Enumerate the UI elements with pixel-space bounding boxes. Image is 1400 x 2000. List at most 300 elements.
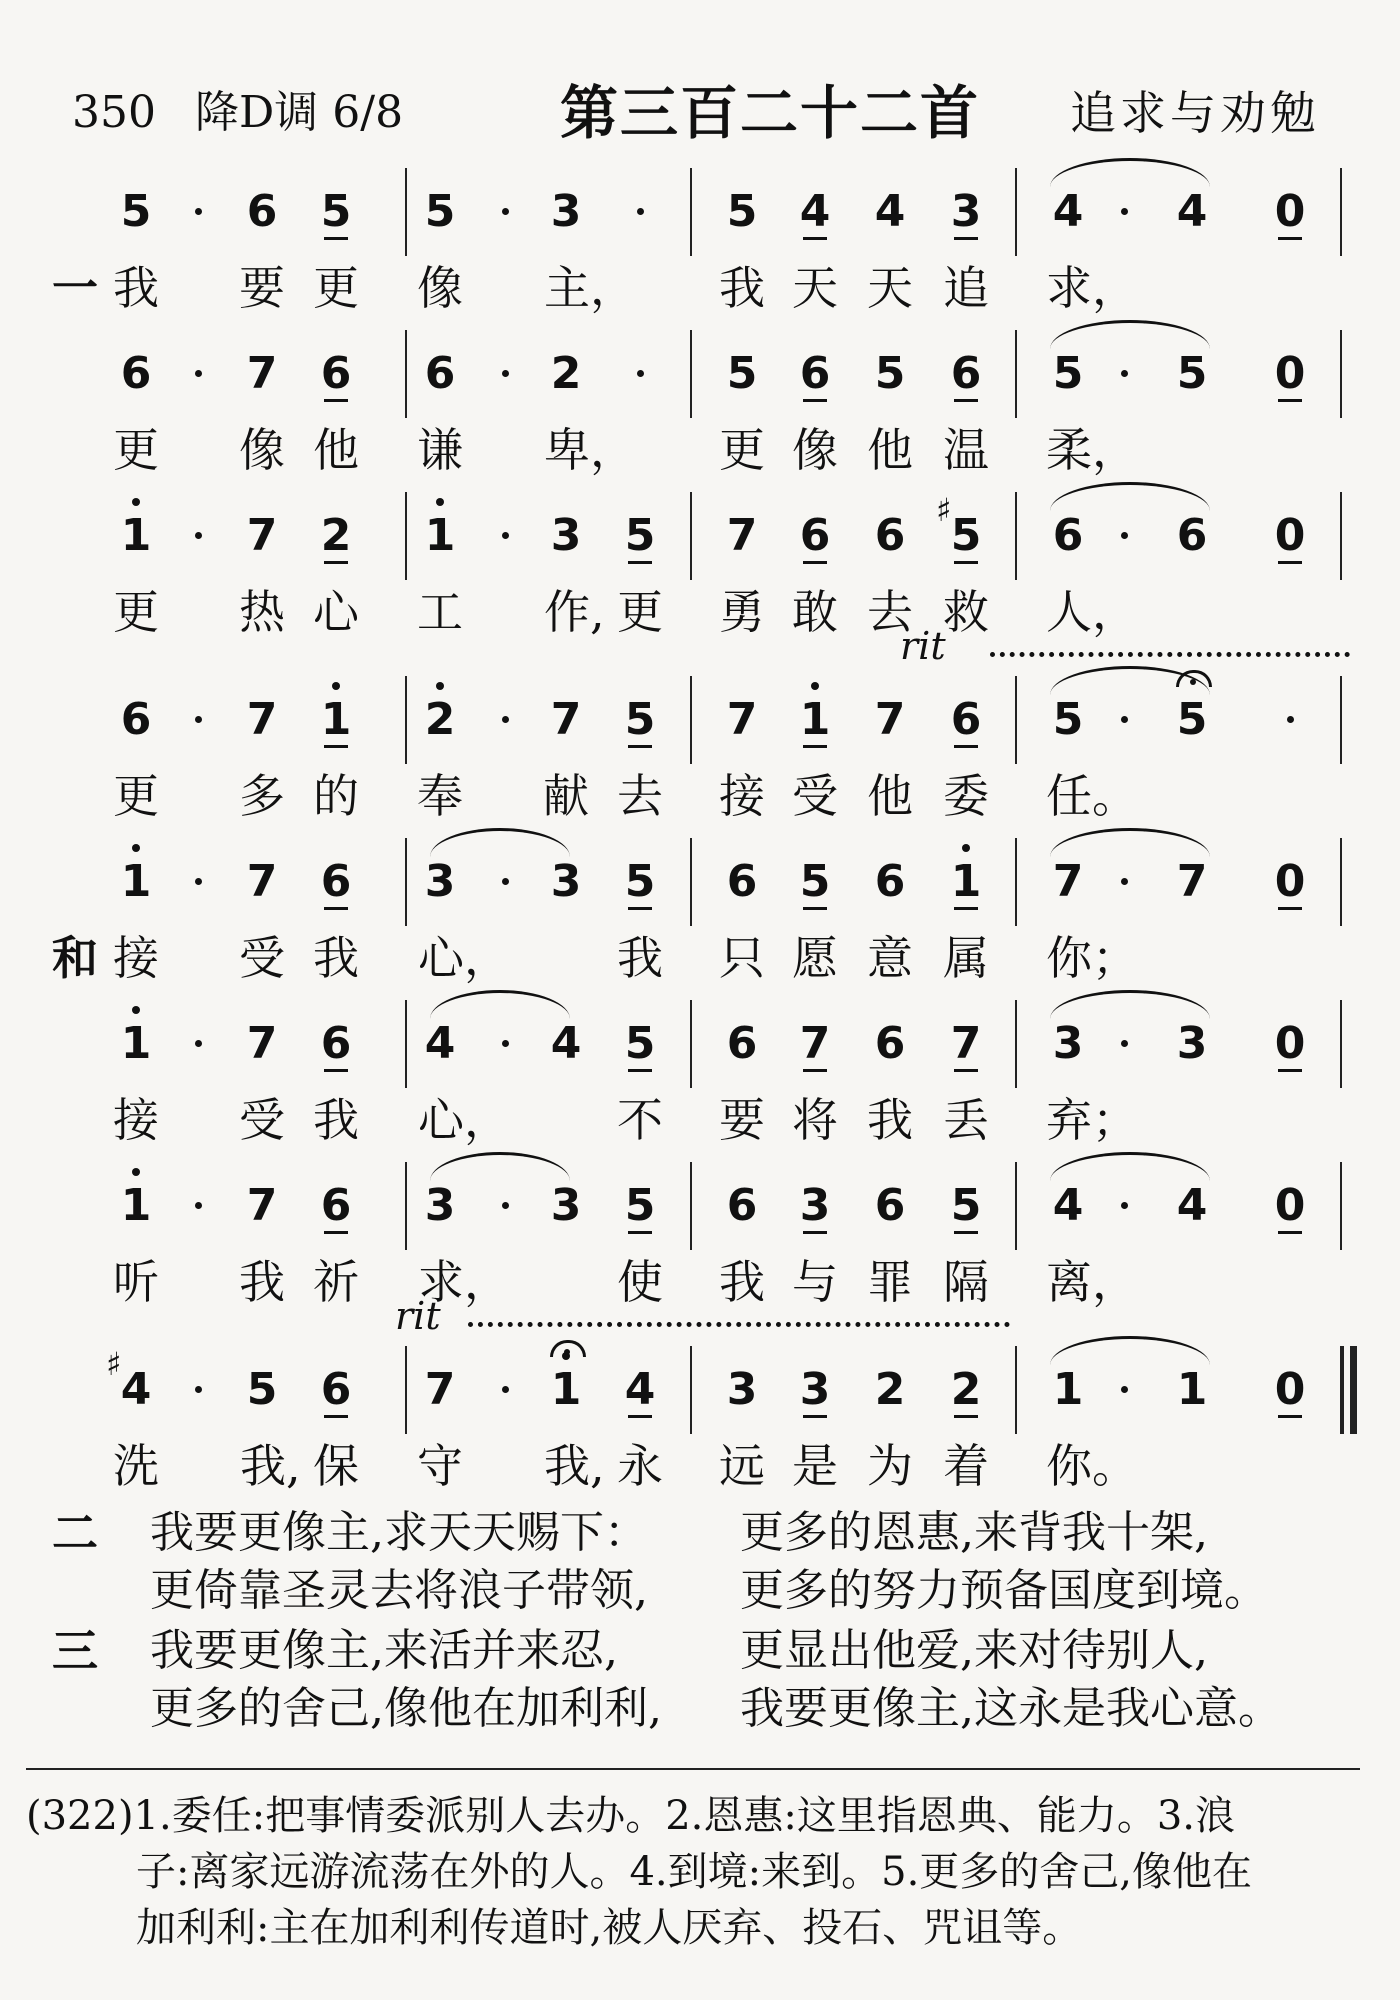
page-number: 350 xyxy=(72,87,156,138)
note xyxy=(936,491,992,562)
lyric-syllable: 受 xyxy=(239,1093,285,1147)
lyric-syllable: 要 xyxy=(239,261,285,315)
note xyxy=(540,510,592,562)
footnotes xyxy=(26,1788,1386,1956)
verse-phrase: 更多的舍己,像他在加利利, xyxy=(150,1683,662,1734)
duration-dot xyxy=(502,208,509,215)
note xyxy=(540,186,592,238)
hymn-category: 追求与劝勉 xyxy=(1070,86,1320,140)
note-digit: 3 xyxy=(950,186,982,237)
note xyxy=(716,510,768,562)
note-digit: 5 xyxy=(726,348,758,399)
lyric-syllable: 像 xyxy=(417,261,463,315)
barline xyxy=(1015,838,1017,926)
note-digit: 7 xyxy=(874,694,906,745)
verse-phrase: 我要更像主,求天天赐下： xyxy=(150,1507,648,1558)
lyric-syllable: 作, xyxy=(544,585,605,639)
note-digit: 0 xyxy=(1274,186,1306,237)
note xyxy=(540,1364,592,1416)
final-barline-thick xyxy=(1350,1346,1357,1434)
lyric-syllable: 像 xyxy=(792,423,838,477)
score-row xyxy=(0,492,1400,652)
ritardando-mark: rit xyxy=(395,1294,441,1338)
verse-phrase: 更多的努力预备国度到境。 xyxy=(740,1565,1268,1616)
note-digit: 0 xyxy=(1274,1018,1306,1069)
lyric-syllable: 不 xyxy=(617,1093,663,1147)
barline xyxy=(1340,492,1342,580)
fermata-icon xyxy=(550,1340,586,1357)
note-digit: 3 xyxy=(550,186,582,237)
lyric-syllable: 更 xyxy=(113,769,159,823)
footnote-line: (322)1.委任:把事情委派别人去办。2.恩惠:这里指恩典、能力。3.浪 xyxy=(26,1793,1236,1839)
lyric-syllable: 远 xyxy=(719,1439,765,1493)
verse-phrase: 更多的恩惠,来背我十架, xyxy=(740,1507,1208,1558)
barline xyxy=(690,330,692,418)
note-digit: 7 xyxy=(246,694,278,745)
note-digit: 6 xyxy=(320,856,352,907)
lyric-syllable: 永 xyxy=(617,1439,663,1493)
note xyxy=(414,856,466,908)
note xyxy=(940,186,992,238)
note-digit: 5 xyxy=(624,694,656,745)
note-digit: 7 xyxy=(726,510,758,561)
barline xyxy=(405,1000,407,1088)
score-row xyxy=(0,1162,1400,1322)
note xyxy=(236,856,288,908)
note xyxy=(236,186,288,238)
octave-dot xyxy=(811,682,819,690)
lyric-syllable: 热 xyxy=(239,585,285,639)
note-digit: 6 xyxy=(874,1018,906,1069)
note xyxy=(540,856,592,908)
lyric-syllable: 的 xyxy=(313,769,359,823)
duration-dot xyxy=(1121,370,1128,377)
slur xyxy=(1050,1336,1210,1365)
note xyxy=(716,1180,768,1232)
barline xyxy=(1340,676,1342,764)
note-digit: 1 xyxy=(550,1364,582,1415)
note xyxy=(110,1018,162,1070)
score-row xyxy=(0,168,1400,328)
note xyxy=(789,1180,841,1232)
note-digit: 3 xyxy=(726,1364,758,1415)
note-digit: 1 xyxy=(120,1018,152,1069)
note-digit: 4 xyxy=(1052,1180,1084,1231)
note xyxy=(716,1364,768,1416)
note-digit: 1 xyxy=(799,694,831,745)
lyric-syllable: 求， xyxy=(1046,261,1138,315)
duration-dot xyxy=(1287,716,1294,723)
note-digit: 5 xyxy=(624,856,656,907)
barline xyxy=(690,1162,692,1250)
note-digit: 1 xyxy=(424,510,456,561)
note xyxy=(940,694,992,746)
score-row xyxy=(0,838,1400,998)
ritardando-extension xyxy=(468,1322,1010,1327)
duration-dot xyxy=(195,716,202,723)
lyric-syllable: 他 xyxy=(313,423,359,477)
lyric-syllable: 与 xyxy=(792,1255,838,1309)
sharp-sign: ♯ xyxy=(106,1345,122,1383)
barline xyxy=(690,492,692,580)
note xyxy=(1166,186,1218,238)
note xyxy=(1042,856,1094,908)
lyric-syllable: 我 xyxy=(719,261,765,315)
duration-dot xyxy=(1121,1386,1128,1393)
note-digit: 5 xyxy=(799,856,831,907)
note-digit: 7 xyxy=(424,1364,456,1415)
note-digit: 2 xyxy=(874,1364,906,1415)
barline xyxy=(1015,1162,1017,1250)
lyric-syllable: 温 xyxy=(943,423,989,477)
final-barline xyxy=(1340,1346,1344,1434)
lyric-syllable: 谦 xyxy=(417,423,463,477)
octave-dot xyxy=(436,498,444,506)
note-digit: 3 xyxy=(550,856,582,907)
note xyxy=(1166,1364,1218,1416)
note-digit: 5 xyxy=(726,186,758,237)
note xyxy=(864,1364,916,1416)
note-digit: 7 xyxy=(799,1018,831,1069)
note xyxy=(864,856,916,908)
duration-dot xyxy=(195,1040,202,1047)
note-digit: 5 xyxy=(424,186,456,237)
lyric-syllable: 去 xyxy=(617,769,663,823)
note xyxy=(110,694,162,746)
note xyxy=(1264,1364,1316,1416)
note xyxy=(310,348,362,400)
lyric-syllable: 主， xyxy=(544,261,636,315)
slur xyxy=(1050,158,1210,187)
note xyxy=(106,1345,162,1416)
lyric-syllable: 只 xyxy=(719,931,765,985)
note xyxy=(310,186,362,238)
lyric-syllable: 他 xyxy=(867,423,913,477)
note-digit: 5 xyxy=(624,1180,656,1231)
barline xyxy=(1015,492,1017,580)
note xyxy=(614,1018,666,1070)
barline xyxy=(690,168,692,256)
barline xyxy=(690,838,692,926)
note-digit: 6 xyxy=(424,348,456,399)
note-digit: 0 xyxy=(1274,1364,1306,1415)
note xyxy=(236,1018,288,1070)
lyric-syllable: 多 xyxy=(239,769,285,823)
note-digit: 7 xyxy=(246,510,278,561)
lyric-syllable: 愿 xyxy=(792,931,838,985)
duration-dot xyxy=(502,370,509,377)
note-digit: 4 xyxy=(874,186,906,237)
score-row xyxy=(0,1000,1400,1160)
duration-dot xyxy=(1121,208,1128,215)
note xyxy=(1166,1180,1218,1232)
lyric-syllable: 接 xyxy=(113,931,159,985)
lyric-syllable: 工 xyxy=(417,585,463,639)
barline xyxy=(405,1346,407,1434)
note xyxy=(789,510,841,562)
note-digit: 4 xyxy=(1176,1180,1208,1231)
duration-dot xyxy=(195,1202,202,1209)
note xyxy=(1264,856,1316,908)
note-digit: 5 xyxy=(120,186,152,237)
note xyxy=(864,348,916,400)
note xyxy=(864,1018,916,1070)
note-digit: 7 xyxy=(246,348,278,399)
note-digit: 5 xyxy=(246,1364,278,1415)
note xyxy=(540,1018,592,1070)
duration-dot xyxy=(502,1202,509,1209)
note xyxy=(940,856,992,908)
note-digit: 1 xyxy=(120,510,152,561)
lyric-syllable: 救 xyxy=(943,585,989,639)
barline xyxy=(1015,330,1017,418)
note-digit: 1 xyxy=(120,856,152,907)
note-digit: 4 xyxy=(550,1018,582,1069)
footnote-line: 子:离家远游流荡在外的人。4.到境:来到。5.更多的舍己,像他在 xyxy=(136,1849,1252,1895)
note xyxy=(540,694,592,746)
note-digit: 5 xyxy=(320,186,352,237)
note xyxy=(716,1018,768,1070)
note xyxy=(716,856,768,908)
footnote-line: 加利利:主在加利利传道时,被人厌弃、投石、咒诅等。 xyxy=(136,1905,1083,1951)
note xyxy=(864,1180,916,1232)
note-digit: 6 xyxy=(950,694,982,745)
verse-number: 二 xyxy=(52,1506,98,1560)
note xyxy=(789,348,841,400)
note xyxy=(1264,1180,1316,1232)
note xyxy=(716,348,768,400)
note xyxy=(1042,1364,1094,1416)
lyric-syllable: 我 xyxy=(867,1093,913,1147)
lyric-syllable: 天 xyxy=(867,261,913,315)
note xyxy=(789,1018,841,1070)
note xyxy=(789,694,841,746)
barline xyxy=(1015,676,1017,764)
lyric-syllable: 心， xyxy=(418,1093,510,1147)
lyric-syllable: 追 xyxy=(943,261,989,315)
barline xyxy=(690,1000,692,1088)
lyric-syllable: 受 xyxy=(239,931,285,985)
note xyxy=(1264,510,1316,562)
lyric-syllable: 求， xyxy=(418,1255,510,1309)
note xyxy=(614,694,666,746)
lyric-syllable: 我 xyxy=(239,1255,285,1309)
key-signature: 降D调 6/8 xyxy=(195,87,404,138)
lyric-syllable: 罪 xyxy=(867,1255,913,1309)
duration-dot xyxy=(502,878,509,885)
note-digit: 4 xyxy=(424,1018,456,1069)
note xyxy=(940,348,992,400)
lyric-syllable: 人， xyxy=(1046,585,1138,639)
note xyxy=(414,510,466,562)
lyric-syllable: 委 xyxy=(943,769,989,823)
barline xyxy=(1015,168,1017,256)
note xyxy=(414,1364,466,1416)
note-digit: 3 xyxy=(1176,1018,1208,1069)
verse-phrase: 更显出他爱,来对待别人, xyxy=(740,1625,1208,1676)
note-digit: 7 xyxy=(246,856,278,907)
lyric-syllable: 是 xyxy=(792,1439,838,1493)
duration-dot xyxy=(502,532,509,539)
lyric-syllable: 丢 xyxy=(943,1093,989,1147)
lyric-syllable: 隔 xyxy=(943,1255,989,1309)
note-digit: 6 xyxy=(320,1018,352,1069)
duration-dot xyxy=(195,1386,202,1393)
barline xyxy=(405,492,407,580)
note xyxy=(1042,694,1094,746)
lyric-syllable: 心， xyxy=(418,931,510,985)
ritardando-mark: rit xyxy=(900,624,946,668)
lyric-syllable: 勇 xyxy=(719,585,765,639)
lyric-syllable: 我 xyxy=(313,1093,359,1147)
note xyxy=(1042,1018,1094,1070)
note-digit: 5 xyxy=(1052,348,1084,399)
lyric-syllable: 要 xyxy=(719,1093,765,1147)
note xyxy=(940,1364,992,1416)
note xyxy=(236,694,288,746)
lyric-syllable: 心 xyxy=(313,585,359,639)
note xyxy=(1042,1180,1094,1232)
note-digit: 7 xyxy=(1176,856,1208,907)
note xyxy=(310,1364,362,1416)
note-digit: 6 xyxy=(320,1180,352,1231)
note xyxy=(1166,1018,1218,1070)
barline xyxy=(405,168,407,256)
note-digit: 7 xyxy=(726,694,758,745)
duration-dot xyxy=(1121,1202,1128,1209)
lyric-syllable: 为 xyxy=(867,1439,913,1493)
lyric-syllable: 天 xyxy=(792,261,838,315)
duration-dot xyxy=(1121,1040,1128,1047)
note-digit: 3 xyxy=(550,510,582,561)
duration-dot xyxy=(195,208,202,215)
lyric-syllable: 柔， xyxy=(1046,423,1138,477)
note-digit: 2 xyxy=(320,510,352,561)
hymn-title: 第三百二十二首 xyxy=(560,79,981,147)
lyric-syllable: 属 xyxy=(943,931,989,985)
note-digit: 5 xyxy=(950,1180,982,1231)
duration-dot xyxy=(502,1040,509,1047)
note xyxy=(614,1180,666,1232)
score-row xyxy=(0,330,1400,490)
footnote-divider xyxy=(26,1768,1360,1770)
note-digit: 3 xyxy=(550,1180,582,1231)
note xyxy=(414,186,466,238)
note-digit: 7 xyxy=(550,694,582,745)
note-digit: 6 xyxy=(874,856,906,907)
octave-dot xyxy=(436,682,444,690)
duration-dot xyxy=(502,716,509,723)
duration-dot xyxy=(637,370,644,377)
note-digit: 6 xyxy=(799,348,831,399)
note xyxy=(1042,348,1094,400)
lyric-syllable: 意 xyxy=(867,931,913,985)
note-digit: 6 xyxy=(246,186,278,237)
note xyxy=(716,186,768,238)
lyric-syllable: 离， xyxy=(1046,1255,1138,1309)
note-digit: 1 xyxy=(120,1180,152,1231)
note xyxy=(414,348,466,400)
note-digit: 5 xyxy=(874,348,906,399)
barline xyxy=(1340,168,1342,256)
lyric-syllable: 使 xyxy=(617,1255,663,1309)
lyric-syllable: 祈 xyxy=(313,1255,359,1309)
note-digit: 0 xyxy=(1274,856,1306,907)
verse-number: 三 xyxy=(52,1624,98,1678)
note-digit: 6 xyxy=(320,348,352,399)
octave-dot xyxy=(132,844,140,852)
note-digit: 3 xyxy=(424,1180,456,1231)
duration-dot xyxy=(1121,716,1128,723)
barline xyxy=(1015,1346,1017,1434)
verse-line xyxy=(150,1622,1208,1680)
ritardando-extension xyxy=(990,652,1350,657)
duration-dot xyxy=(195,370,202,377)
note xyxy=(864,186,916,238)
note-digit: 1 xyxy=(1052,1364,1084,1415)
note-digit: 5 xyxy=(1176,694,1208,745)
note-digit: 7 xyxy=(950,1018,982,1069)
note-digit: 2 xyxy=(550,348,582,399)
note xyxy=(310,1180,362,1232)
note xyxy=(1166,510,1218,562)
duration-dot xyxy=(195,878,202,885)
barline xyxy=(405,1162,407,1250)
barline xyxy=(1340,330,1342,418)
octave-dot xyxy=(332,682,340,690)
note xyxy=(540,1180,592,1232)
verse-phrase: 我要更像主,来活并来忍, xyxy=(150,1625,618,1676)
note-digit: 4 xyxy=(1052,186,1084,237)
verse-marker: 一 xyxy=(52,261,98,315)
note-digit: 6 xyxy=(726,1018,758,1069)
barline xyxy=(690,1346,692,1434)
sharp-sign: ♯ xyxy=(936,491,952,529)
note xyxy=(789,856,841,908)
note xyxy=(110,510,162,562)
note xyxy=(414,1180,466,1232)
verse-line xyxy=(150,1680,1282,1738)
note-digit: 0 xyxy=(1274,1180,1306,1231)
note xyxy=(864,510,916,562)
note xyxy=(236,348,288,400)
note xyxy=(1166,856,1218,908)
octave-dot xyxy=(132,1168,140,1176)
octave-dot xyxy=(962,844,970,852)
note xyxy=(716,694,768,746)
note-digit: 5 xyxy=(1052,694,1084,745)
verse-line xyxy=(150,1562,1268,1620)
barline xyxy=(405,838,407,926)
duration-dot xyxy=(1121,532,1128,539)
note xyxy=(1264,1018,1316,1070)
lyric-syllable: 更 xyxy=(113,423,159,477)
note-digit: 1 xyxy=(320,694,352,745)
lyric-syllable: 我, xyxy=(240,1439,301,1493)
score-row xyxy=(0,624,1400,836)
note-digit: 5 xyxy=(624,510,656,561)
note xyxy=(110,186,162,238)
lyric-syllable: 我, xyxy=(544,1439,605,1493)
note-digit: 4 xyxy=(1176,186,1208,237)
note xyxy=(236,510,288,562)
note-digit: 3 xyxy=(799,1364,831,1415)
note xyxy=(789,186,841,238)
lyric-syllable: 卑， xyxy=(544,423,636,477)
note-digit: 6 xyxy=(1052,510,1084,561)
lyric-syllable: 听 xyxy=(113,1255,159,1309)
note xyxy=(310,510,362,562)
